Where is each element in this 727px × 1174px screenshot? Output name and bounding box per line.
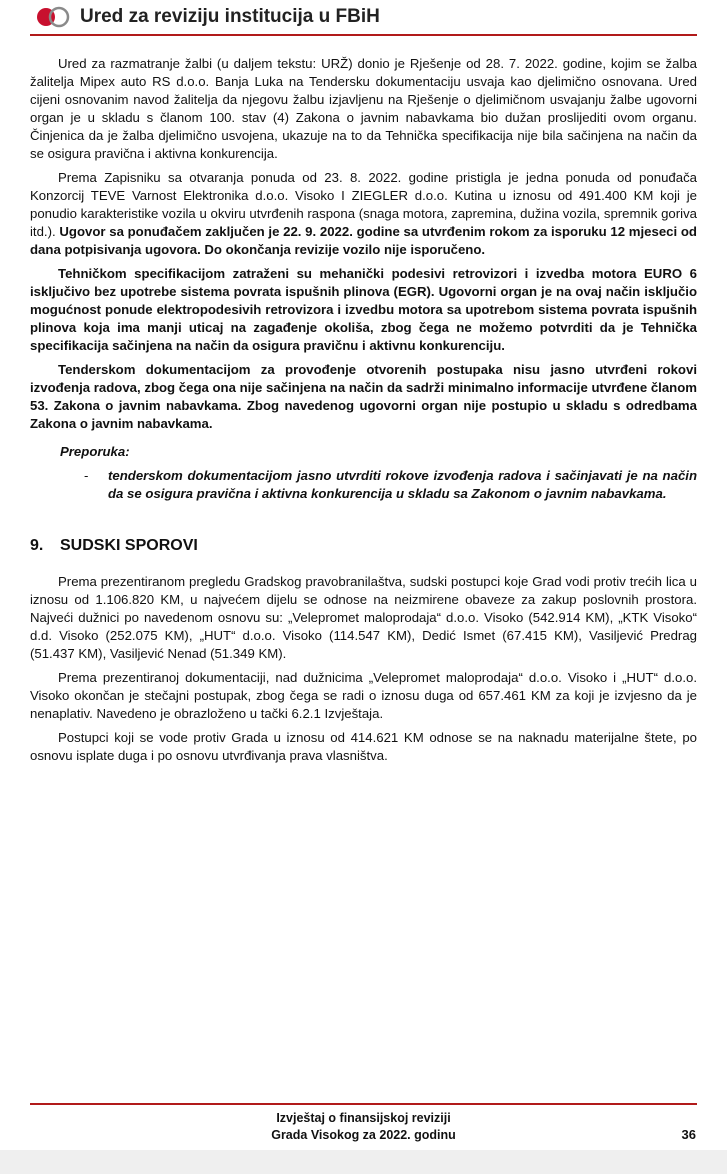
paragraph-tender-docs: Tenderskom dokumentacijom za provođenje otvorenih postupaka nisu jasno utvrđeni rokovi izvođenja radova, zbog čega ona nije sačinjena na način da sadrži minimalno informacije utvrđene članom 53. Zakona o javnim nabavkama. Zbog navedenog ugovorni organ nije postupio u skladu s odredbama Zakona o javnim nabavkama. <box>30 362 697 431</box>
recommendation-text: tenderskom dokumentacijom jasno utvrditi rokove izvođenja radova i sačinjavati je na način da se osigura pravična i aktivna konkurencija u skladu sa Zakonom o javnim nabavkama. <box>108 468 697 501</box>
document-body <box>30 55 697 771</box>
footer-divider <box>30 1103 697 1105</box>
section-title: SUDSKI SPOROVI <box>60 537 198 554</box>
paragraph-technical-spec: Tehničkom specifikacijom zatraženi su mehanički podesivi retrovizori i izvedba motora EURO 6 isključivo bez upotrebe sistema povrata ispušnih plinova (EGR). Ugovorni organ je na ovaj način isključio mogućnost ponude elektropodesivih retrovizora i izvedbu motora sa upotrebom sistema povrata ispušnih plinova koja ima manji uticaj na zagađenje okoliša, zbog čega ne možemo potvrditi da je Tehnička specifikacija sačinjena na način da osigura pravičnu i aktivnu konkurenciju. <box>30 266 697 353</box>
recommendation-title: Preporuka: <box>60 444 130 459</box>
section-number: 9. <box>30 537 44 554</box>
section-heading <box>30 537 697 555</box>
recommendation-item <box>84 467 697 503</box>
office-logo-icon <box>34 6 74 28</box>
footer-line-1: Izvještaj o finansijskoj reviziji <box>276 1111 451 1125</box>
paragraph-appeal: Ured za razmatranje žalbi (u daljem tekstu: URŽ) donio je Rješenje od 28. 7. 2022. godine, kojim se žalba žalitelja Mipex auto RS d.o.o. Banja Luka na Tendersku dokumentaciju usvaja kao djelimično osnovana. Ured cijeni osnovanim navod žalitelja da njegovu žalbu izjavljenu na Rješenje o djelimičnom usvajanju žalbe ugovorni organ je u skladu s članom 100. stav (4) Zakona o javnim nabavkama bio dužan proslijediti ovom organu. Činjenica da je žalba djelimično usvojena, ukazuje na to da Tehnička specifikacija nije bila sačinjena na način da se osigura pravična i aktivna konkurencija. <box>30 56 697 161</box>
header-divider <box>30 34 697 36</box>
paragraph-claims-against-city: Postupci koji se vode protiv Grada u iznosu od 414.621 KM odnose se na naknadu materijalne štete, po osnovu isplate duga i po osnovu utvrđivanja prava vlasništva. <box>30 730 697 763</box>
paragraph-offer-contract: Ugovor sa ponuđačem zaključen je 22. 9. 2022. godine sa utvrđenim rokom za isporuku 12 mjeseci od dana potpisivanja ugovora. Do okončanja revizije vozilo nije isporučeno. <box>30 224 697 257</box>
paragraph-court-cases: Prema prezentiranom pregledu Gradskog pravobranilaštva, sudski postupci koje Grad vodi protiv trećih lica u iznosu od 1.106.820 KM, u najvećem dijelu se odnose na neizmirene obaveze za zakup poslovnih prostora. Najveći dužnici po navedenom osnovu su: „Velepromet maloprodaja“ d.o.o. Visoko (542.914 KM), „KTK Visoko“ d.d. Visoko (252.075 KM), „HUT“ d.o.o. Visoko (114.547 KM), Dedić Ismet (67.415 KM), Vasiljević Predrag (51.437 KM), Vasiljević Nenad (51.349 KM). <box>30 574 697 661</box>
page-number: 36 <box>681 1127 696 1142</box>
paragraph-bankruptcy: Prema prezentiranoj dokumentaciji, nad dužnicima „Velepromet maloprodaja“ d.o.o. Visoko i „HUT“ d.o.o. Visoko okončan je stečajni postupak, zbog čega se radi o iznosu duga od 657.461 KM za koji je izvjesno da je nenaplativ. Navedeno je obrazloženo u tački 6.2.1 Izvještaja. <box>30 670 697 721</box>
paragraph-offer <box>30 169 697 259</box>
bottom-band <box>0 1150 727 1174</box>
page-header <box>0 0 727 34</box>
paragraph-offer-text: Prema Zapisniku sa otvaranja ponuda od 23. 8. 2022. godine pristigla je jedna ponuda od ponuđača Konzorcij TEVE Varnost Elektronika d.o.o. Visoko I ZIEGLER d.o.o. Kutina u iznosu od 491.400 KM koji je ponudio karakteristike vozila u okviru utvrđenih raspona (snaga motora, zapremina, dužina vozila, spremnik goriva itd.). <box>30 170 697 239</box>
footer-title <box>0 1110 727 1144</box>
recommendation-dash: - <box>84 468 89 483</box>
footer-line-2: Grada Visokog za 2022. godinu <box>271 1128 456 1142</box>
header-title: Ured za reviziju institucija u FBiH <box>80 6 380 27</box>
